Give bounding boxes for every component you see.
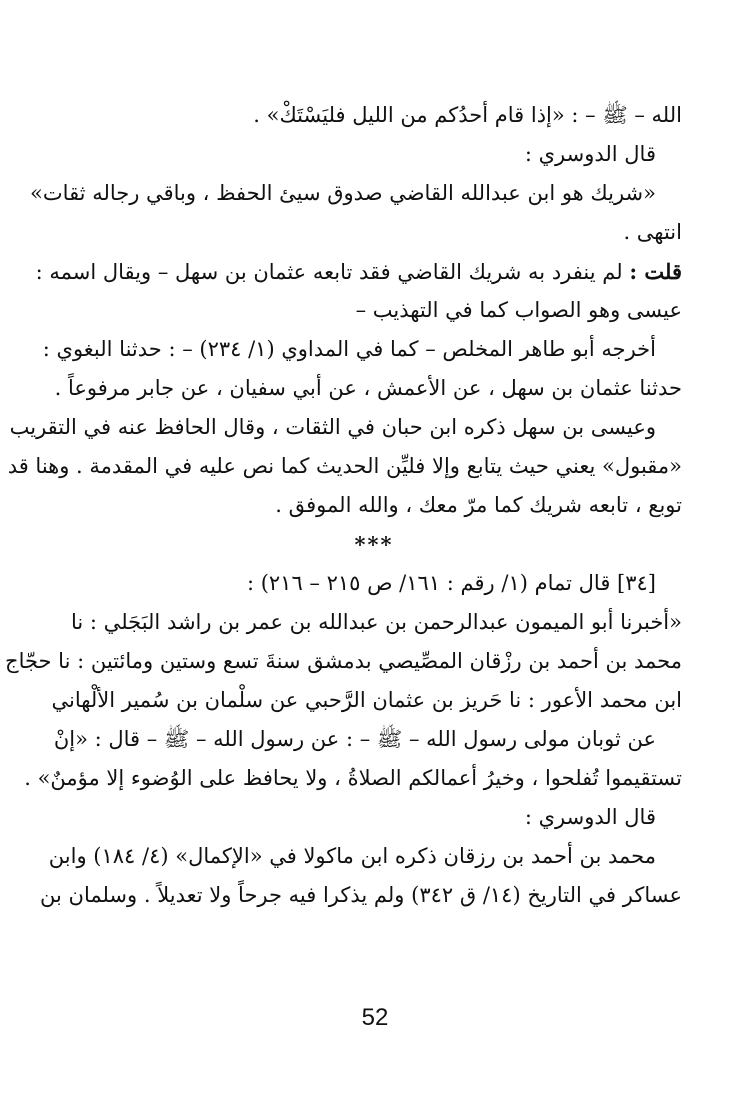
text-line: قال الدوسري : — [524, 142, 656, 166]
text-line: محمد بن أحمد بن رزقان ذكره ابن ماكولا في «الإكمال» (٤/ ١٨٤) وابن — [48, 844, 656, 868]
text-line: حدثنا عثمان بن سهل ، عن الأعمش ، عن أبي سفيان ، عن جابر مرفوعاً . — [54, 376, 682, 400]
section-separator: *** — [354, 532, 394, 557]
page-number: 52 — [361, 1004, 389, 1031]
text-line — [35, 252, 682, 291]
text-line-rest: لم ينفرد به شريك القاضي فقد تابعه عثمان بن سهل – ويقال اسمه : — [35, 260, 623, 284]
text-line: قال الدوسري : — [524, 805, 656, 829]
text-line: توبع ، تابعه شريك كما مرّ معك ، والله الموفق . — [275, 493, 682, 517]
text-line: عن ثوبان مولى رسول الله – ﷺ – : عن رسول الله – ﷺ – قال : «إنْ — [53, 727, 656, 751]
text-line: «أخبرنا أبو الميمون عبدالرحمن بن عبدالله بن عمر بن راشد البَجَلي : نا — [71, 610, 682, 634]
page-text — [5, 96, 682, 915]
text-line: تستقيموا تُفلحوا ، وخيرُ أعمالكم الصلاةُ ، ولا يحافظ على الوُضوء إلا مؤمنٌ» . — [24, 766, 682, 790]
text-line: محمد بن أحمد بن رزْقان المصِّيصي بدمشق سنةَ تسع وستين ومائتين : نا حجّاج — [5, 649, 682, 673]
text-line: انتهى . — [623, 220, 682, 244]
text-line: عساكر في التاريخ (١٤/ ق ٣٤٢) ولم يذكرا فيه جرحاً ولا تعديلاً . وسلمان بن — [40, 883, 682, 907]
text-line: الله – ﷺ – : «إذا قام أحدُكم من الليل فليَسْتَكْ» . — [253, 103, 682, 127]
text-line: «مقبول» يعني حيث يتابع وإلا فليِّن الحديث كما نص عليه في المقدمة . وهنا قد — [7, 454, 682, 478]
text-line: عيسى وهو الصواب كما في التهذيب – — [355, 298, 682, 322]
qult-label: قلت : — [629, 259, 682, 284]
text-line: أخرجه أبو طاهر المخلص – كما في المداوي (١/ ٢٣٤) – : حدثنا البغوي : — [42, 337, 656, 361]
text-line: ابن محمد الأعور : نا حَريز بن عثمان الرَّحبي عن سلْمان بن سُمير الألْهاني — [51, 688, 682, 712]
text-line: وعيسى بن سهل ذكره ابن حبان في الثقات ، وقال الحافظ عنه في التقريب — [9, 415, 656, 439]
text-line: «شريك هو ابن عبدالله القاضي صدوق سيئ الحفظ ، وباقي رجاله ثقات» — [30, 181, 656, 205]
text-line: [٣٤] قال تمام (١/ رقم : ١٦١/ ص ٢١٥ – ٢١٦) : — [246, 571, 656, 595]
